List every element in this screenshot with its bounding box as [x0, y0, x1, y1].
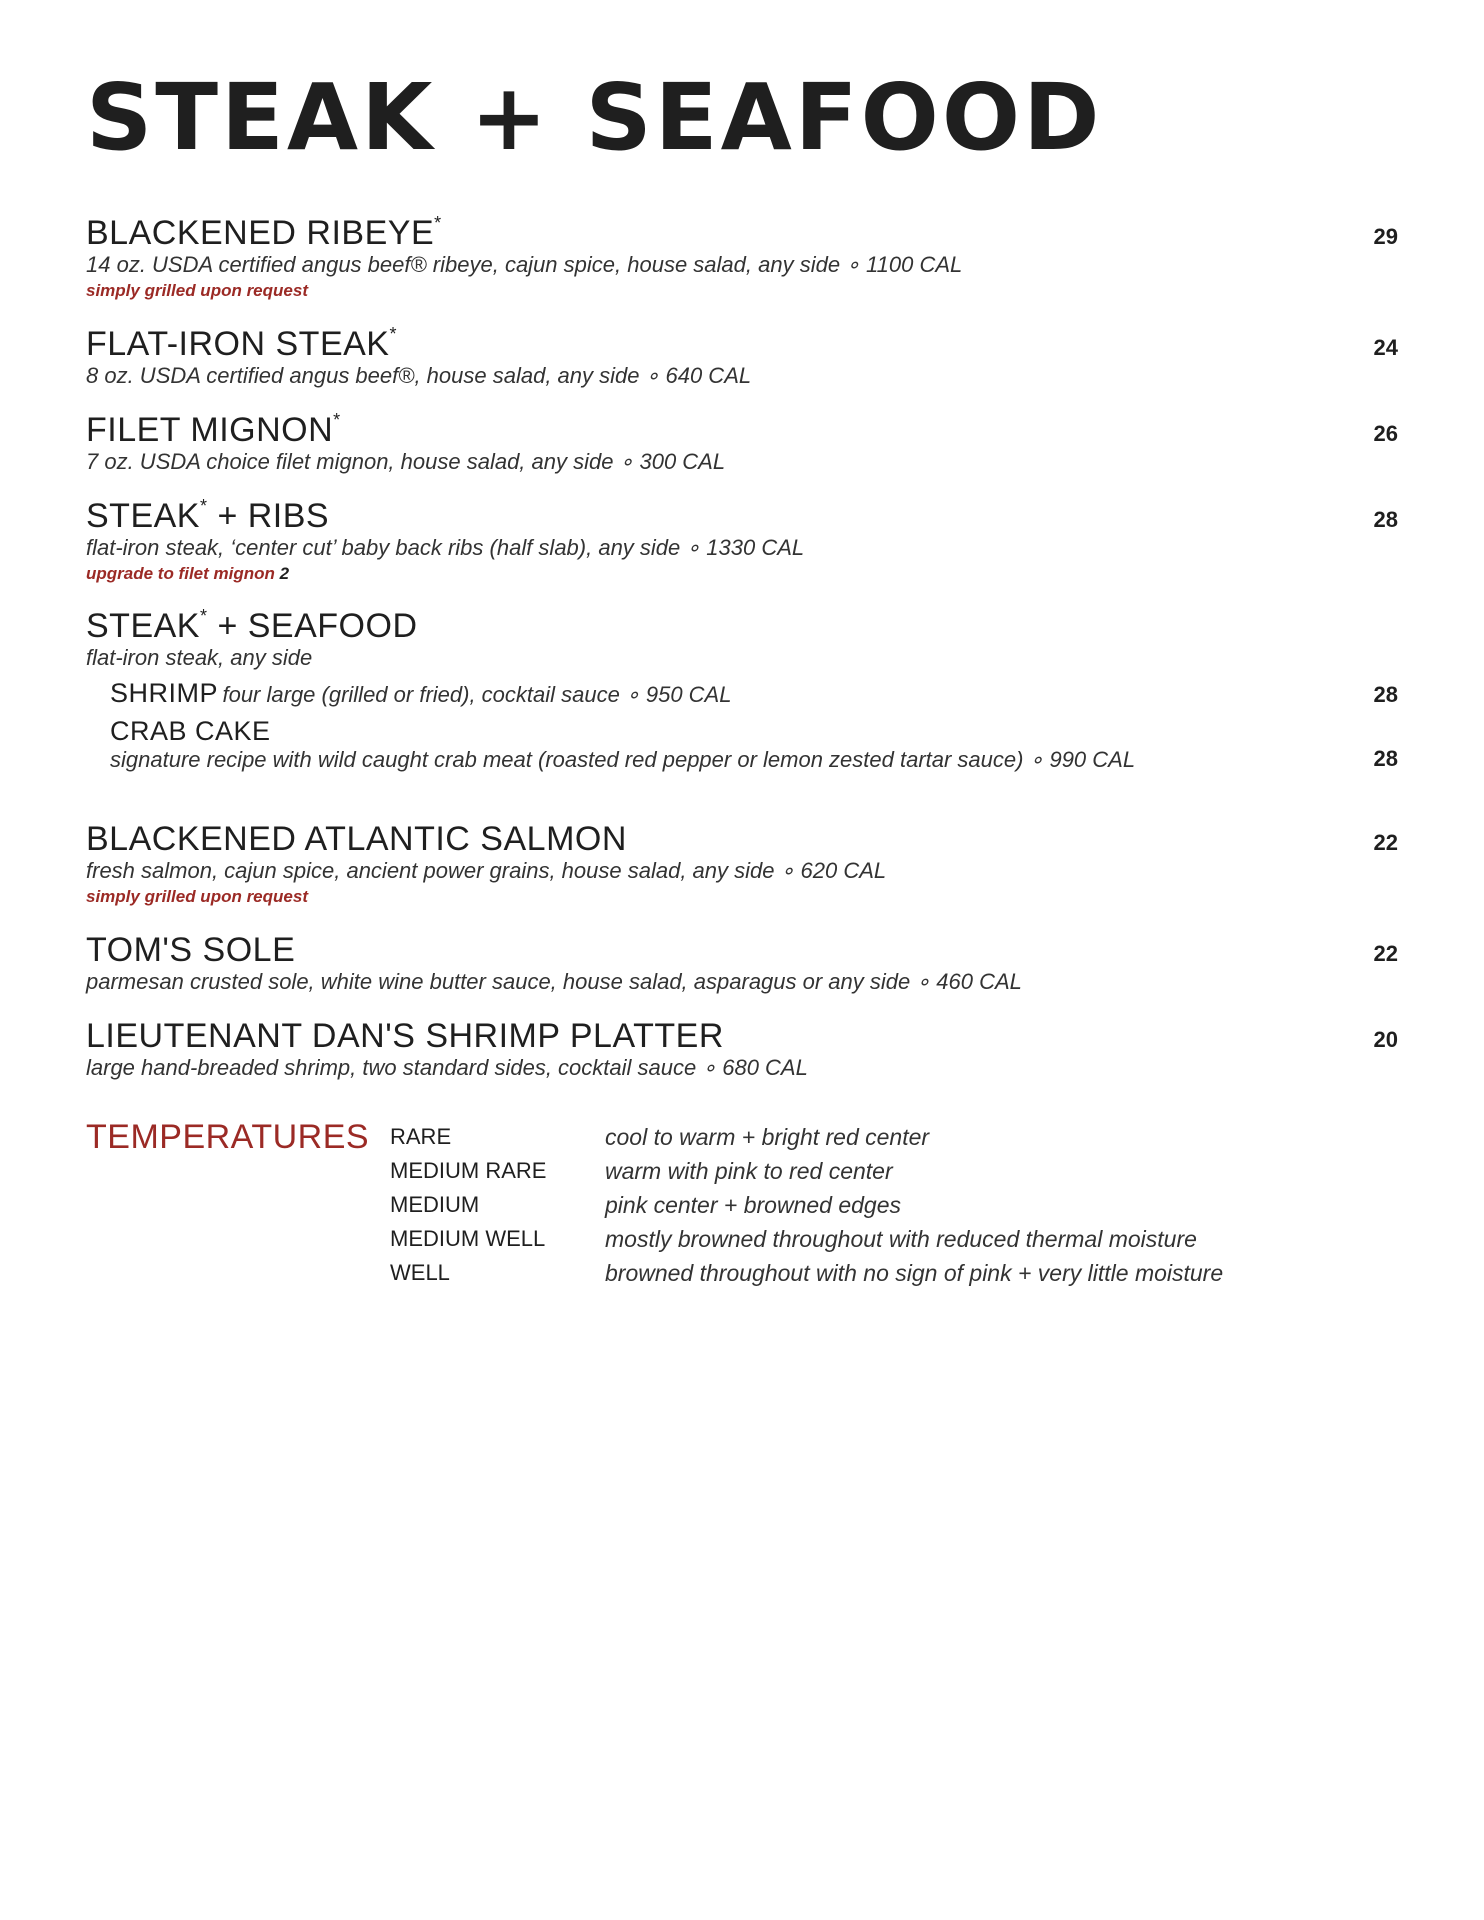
temperature-description: warm with pink to red center	[605, 1158, 893, 1184]
menu-item-steak-ribs	[86, 496, 1398, 585]
item-name-suffix: + RIBS	[207, 497, 330, 535]
item-name: FLAT-IRON STEAK	[86, 325, 390, 363]
menu-item-filet-mignon	[86, 410, 1398, 475]
menu-item-blackened-ribeye	[86, 213, 1398, 302]
item-description: 14 oz. USDA certified angus beef® ribeye, cajun spice, house salad, any side ∘ 1100 CAL	[86, 252, 963, 277]
item-price: 28	[1373, 507, 1398, 532]
temperature-name: WELL	[390, 1260, 450, 1285]
temperature-row	[390, 1158, 1223, 1192]
item-price: 26	[1373, 421, 1398, 446]
item-price: 22	[1373, 941, 1398, 966]
item-name: FILET MIGNON	[86, 411, 334, 449]
item-description: 8 oz. USDA certified angus beef®, house salad, any side ∘ 640 CAL	[86, 363, 752, 388]
temperature-name: MEDIUM	[390, 1192, 480, 1217]
subitem-description: four large (grilled or fried), cocktail sauce ∘ 950 CAL	[222, 682, 732, 707]
asterisk: *	[199, 496, 208, 516]
item-description: flat-iron steak, any side	[86, 645, 313, 670]
temperature-row	[390, 1124, 1223, 1158]
temperature-description: cool to warm + bright red center	[605, 1124, 930, 1150]
subitem-price: 28	[1373, 682, 1398, 707]
item-name-suffix: + SEAFOOD	[207, 607, 418, 645]
item-note: upgrade to filet mignon	[86, 564, 275, 584]
temperatures-heading: TEMPERATURES	[86, 1118, 370, 1156]
item-description: fresh salmon, cajun spice, ancient power grains, house salad, any side ∘ 620 CAL	[86, 858, 887, 883]
subitem-name: SHRIMP	[110, 678, 219, 708]
asterisk: *	[199, 606, 208, 626]
menu-item-flat-iron-steak	[86, 324, 1398, 389]
item-description: parmesan crusted sole, white wine butter sauce, house salad, asparagus or any side ∘ 460 CAL	[86, 969, 1022, 994]
menu-item-blackened-atlantic-salmon	[86, 822, 1398, 908]
temperature-row	[390, 1226, 1223, 1260]
subitem-description: signature recipe with wild caught crab meat (roasted red pepper or lemon zested tartar sauce) ∘ 990 CAL	[110, 747, 1136, 772]
temperature-name: MEDIUM RARE	[390, 1158, 547, 1183]
item-name: STEAK	[86, 497, 200, 535]
temperature-name: RARE	[390, 1124, 452, 1149]
item-price: 29	[1373, 224, 1398, 249]
menu-item-steak-seafood	[86, 606, 1398, 671]
item-name: BLACKENED ATLANTIC SALMON	[86, 820, 627, 858]
item-name: LIEUTENANT DAN'S SHRIMP PLATTER	[86, 1017, 724, 1055]
asterisk: *	[434, 213, 442, 233]
menu-item-toms-sole	[86, 933, 1398, 995]
temperature-description: browned throughout with no sign of pink + very little moisture	[605, 1260, 1224, 1286]
subitem-shrimp	[110, 678, 1398, 709]
item-description: 7 oz. USDA choice filet mignon, house salad, any side ∘ 300 CAL	[86, 449, 726, 474]
temperature-name: MEDIUM WELL	[390, 1226, 546, 1251]
item-description: large hand-breaded shrimp, two standard sides, cocktail sauce ∘ 680 CAL	[86, 1055, 808, 1080]
subitem-name: CRAB CAKE	[110, 716, 271, 746]
item-description: flat-iron steak, ‘center cut’ baby back ribs (half slab), any side ∘ 1330 CAL	[86, 535, 805, 560]
temperature-row	[390, 1260, 1223, 1294]
item-note: simply grilled upon request	[86, 887, 308, 907]
item-name: BLACKENED RIBEYE	[86, 214, 435, 252]
item-note: simply grilled upon request	[86, 281, 308, 301]
upgrade-price: 2	[279, 564, 290, 584]
asterisk: *	[389, 324, 397, 344]
item-price: 22	[1373, 830, 1398, 855]
item-name: TOM'S SOLE	[86, 931, 296, 969]
temperature-description: pink center + browned edges	[605, 1192, 902, 1218]
subitem-price: 28	[1373, 746, 1398, 771]
page-title: STEAK + SEAFOOD	[86, 64, 1103, 171]
asterisk: *	[333, 410, 341, 430]
temperature-row	[390, 1192, 1223, 1226]
item-name: STEAK	[86, 607, 200, 645]
subitem-crab-cake	[110, 716, 1398, 773]
item-price: 20	[1373, 1027, 1398, 1052]
menu-item-lieutenant-dans-shrimp-platter	[86, 1019, 1398, 1081]
temperature-description: mostly browned throughout with reduced thermal moisture	[605, 1226, 1197, 1252]
item-price: 24	[1373, 335, 1398, 360]
temperatures-table	[390, 1124, 1223, 1294]
